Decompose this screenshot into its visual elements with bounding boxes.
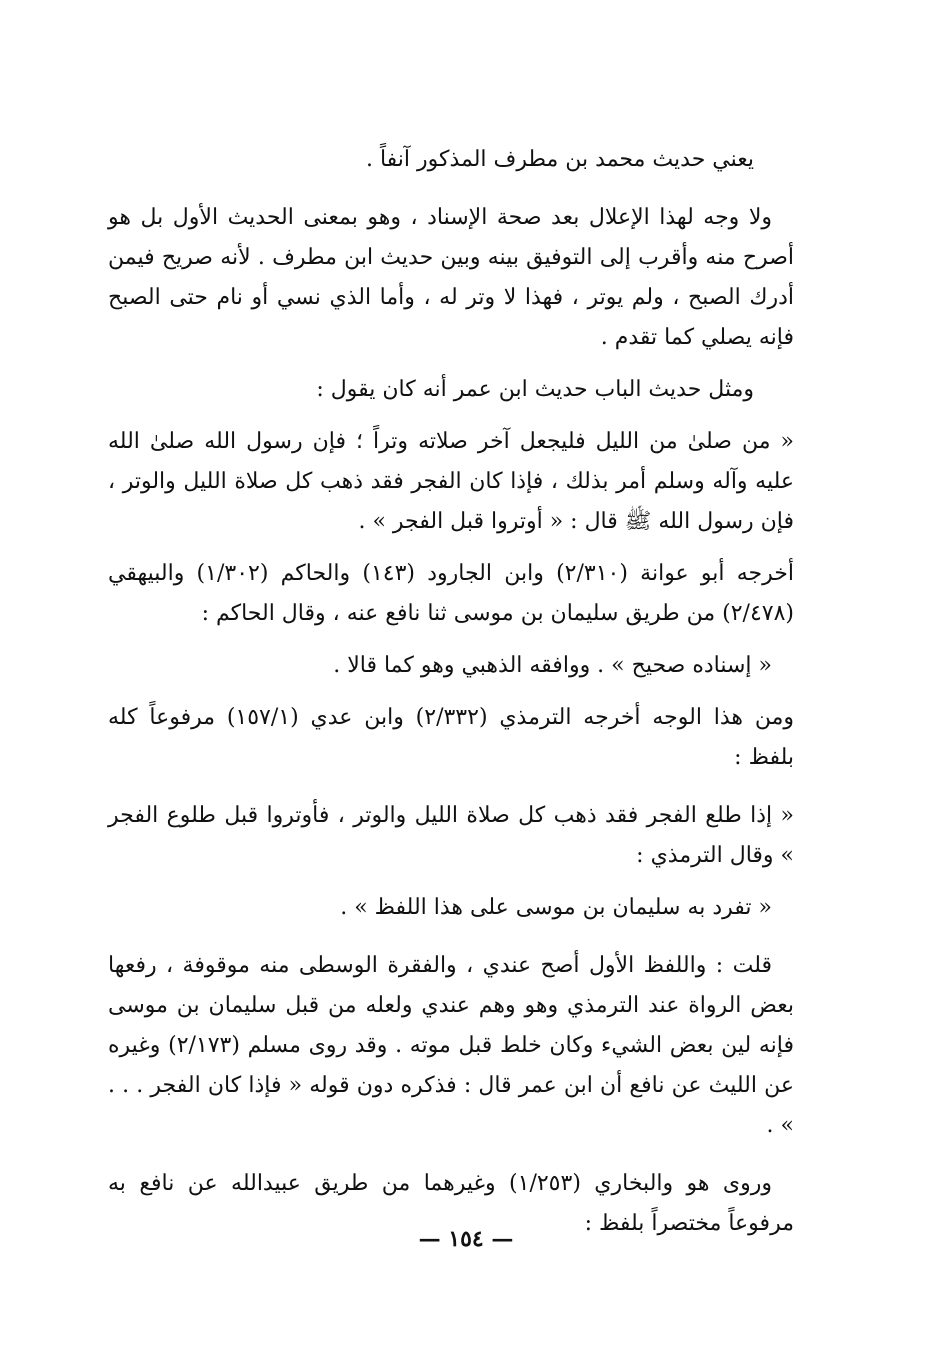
page-body	[108, 140, 794, 1244]
paragraph-3: ومثل حديث الباب حديث ابن عمر أنه كان يقول :	[316, 377, 754, 402]
page-number: — ١٥٤ —	[418, 1226, 514, 1252]
paragraph-1: يعني حديث محمد بن مطرف المذكور آنفاً .	[365, 147, 754, 172]
hadith-quote-2: « إذا طلع الفجر فقد ذهب كل صلاة الليل والوتر ، فأوتروا قبل طلوع الفجر » وقال الترمذي :	[108, 803, 794, 868]
hadith-quote-1: « من صلىٰ من الليل فليجعل آخر صلاته وتراً ؛ فإن رسول الله صلىٰ الله عليه وآله وسلم أمر بذلك ، فإذا كان الفجر فقد ذهب كل صلاة الليل والوتر ، فإن رسول الله ﷺ قال : « أوتروا قبل الفجر » .	[108, 429, 794, 534]
paragraph-commentary: قلت : واللفظ الأول أصح عندي ، والفقرة الوسطى منه موقوفة ، رفعها بعض الرواة عند الترمذي وهو وهم عندي ولعله من قبل سليمان بن موسى فإنه لين بعض الشيء وكان خلط قبل موته . وقد روى مسلم (٢/١٧٣) وغيره عن الليث عن نافع أن ابن عمر قال : فذكره دون قوله « فإذا كان الفجر . . . » .	[108, 953, 794, 1138]
paragraph-hakim-quote: « إسناده صحيح » . ووافقه الذهبي وهو كما قالا .	[333, 653, 772, 678]
paragraph-2: ولا وجه لهذا الإعلال بعد صحة الإسناد ، وهو بمعنى الحديث الأول بل هو أصرح منه وأقرب إلى التوفيق بينه وبين حديث ابن مطرف . لأنه صريح فيمن أدرك الصبح ، ولم يوتر ، فهذا لا وتر له ، وأما الذي نسي أو نام حتى الصبح فإنه يصلي كما تقدم .	[108, 205, 794, 350]
paragraph-bukhari: وروى هو والبخاري (١/٢٥٣) وغيرهما من طريق عبيدالله عن نافع به مرفوعاً مختصراً بلفظ :	[108, 1171, 794, 1236]
paragraph-takhrij-1: أخرجه أبو عوانة (٢/٣١٠) وابن الجارود (١٤٣) والحاكم (١/٣٠٢) والبيهقي (٢/٤٧٨) من طريق سليمان بن موسى ثنا نافع عنه ، وقال الحاكم :	[108, 561, 794, 626]
paragraph-tirmidhi-quote: « تفرد به سليمان بن موسى على هذا اللفظ » .	[340, 895, 772, 920]
paragraph-tirmidhi: ومن هذا الوجه أخرجه الترمذي (٢/٣٣٢) وابن عدي (١٥٧/١) مرفوعاً كله بلفظ :	[108, 705, 795, 770]
